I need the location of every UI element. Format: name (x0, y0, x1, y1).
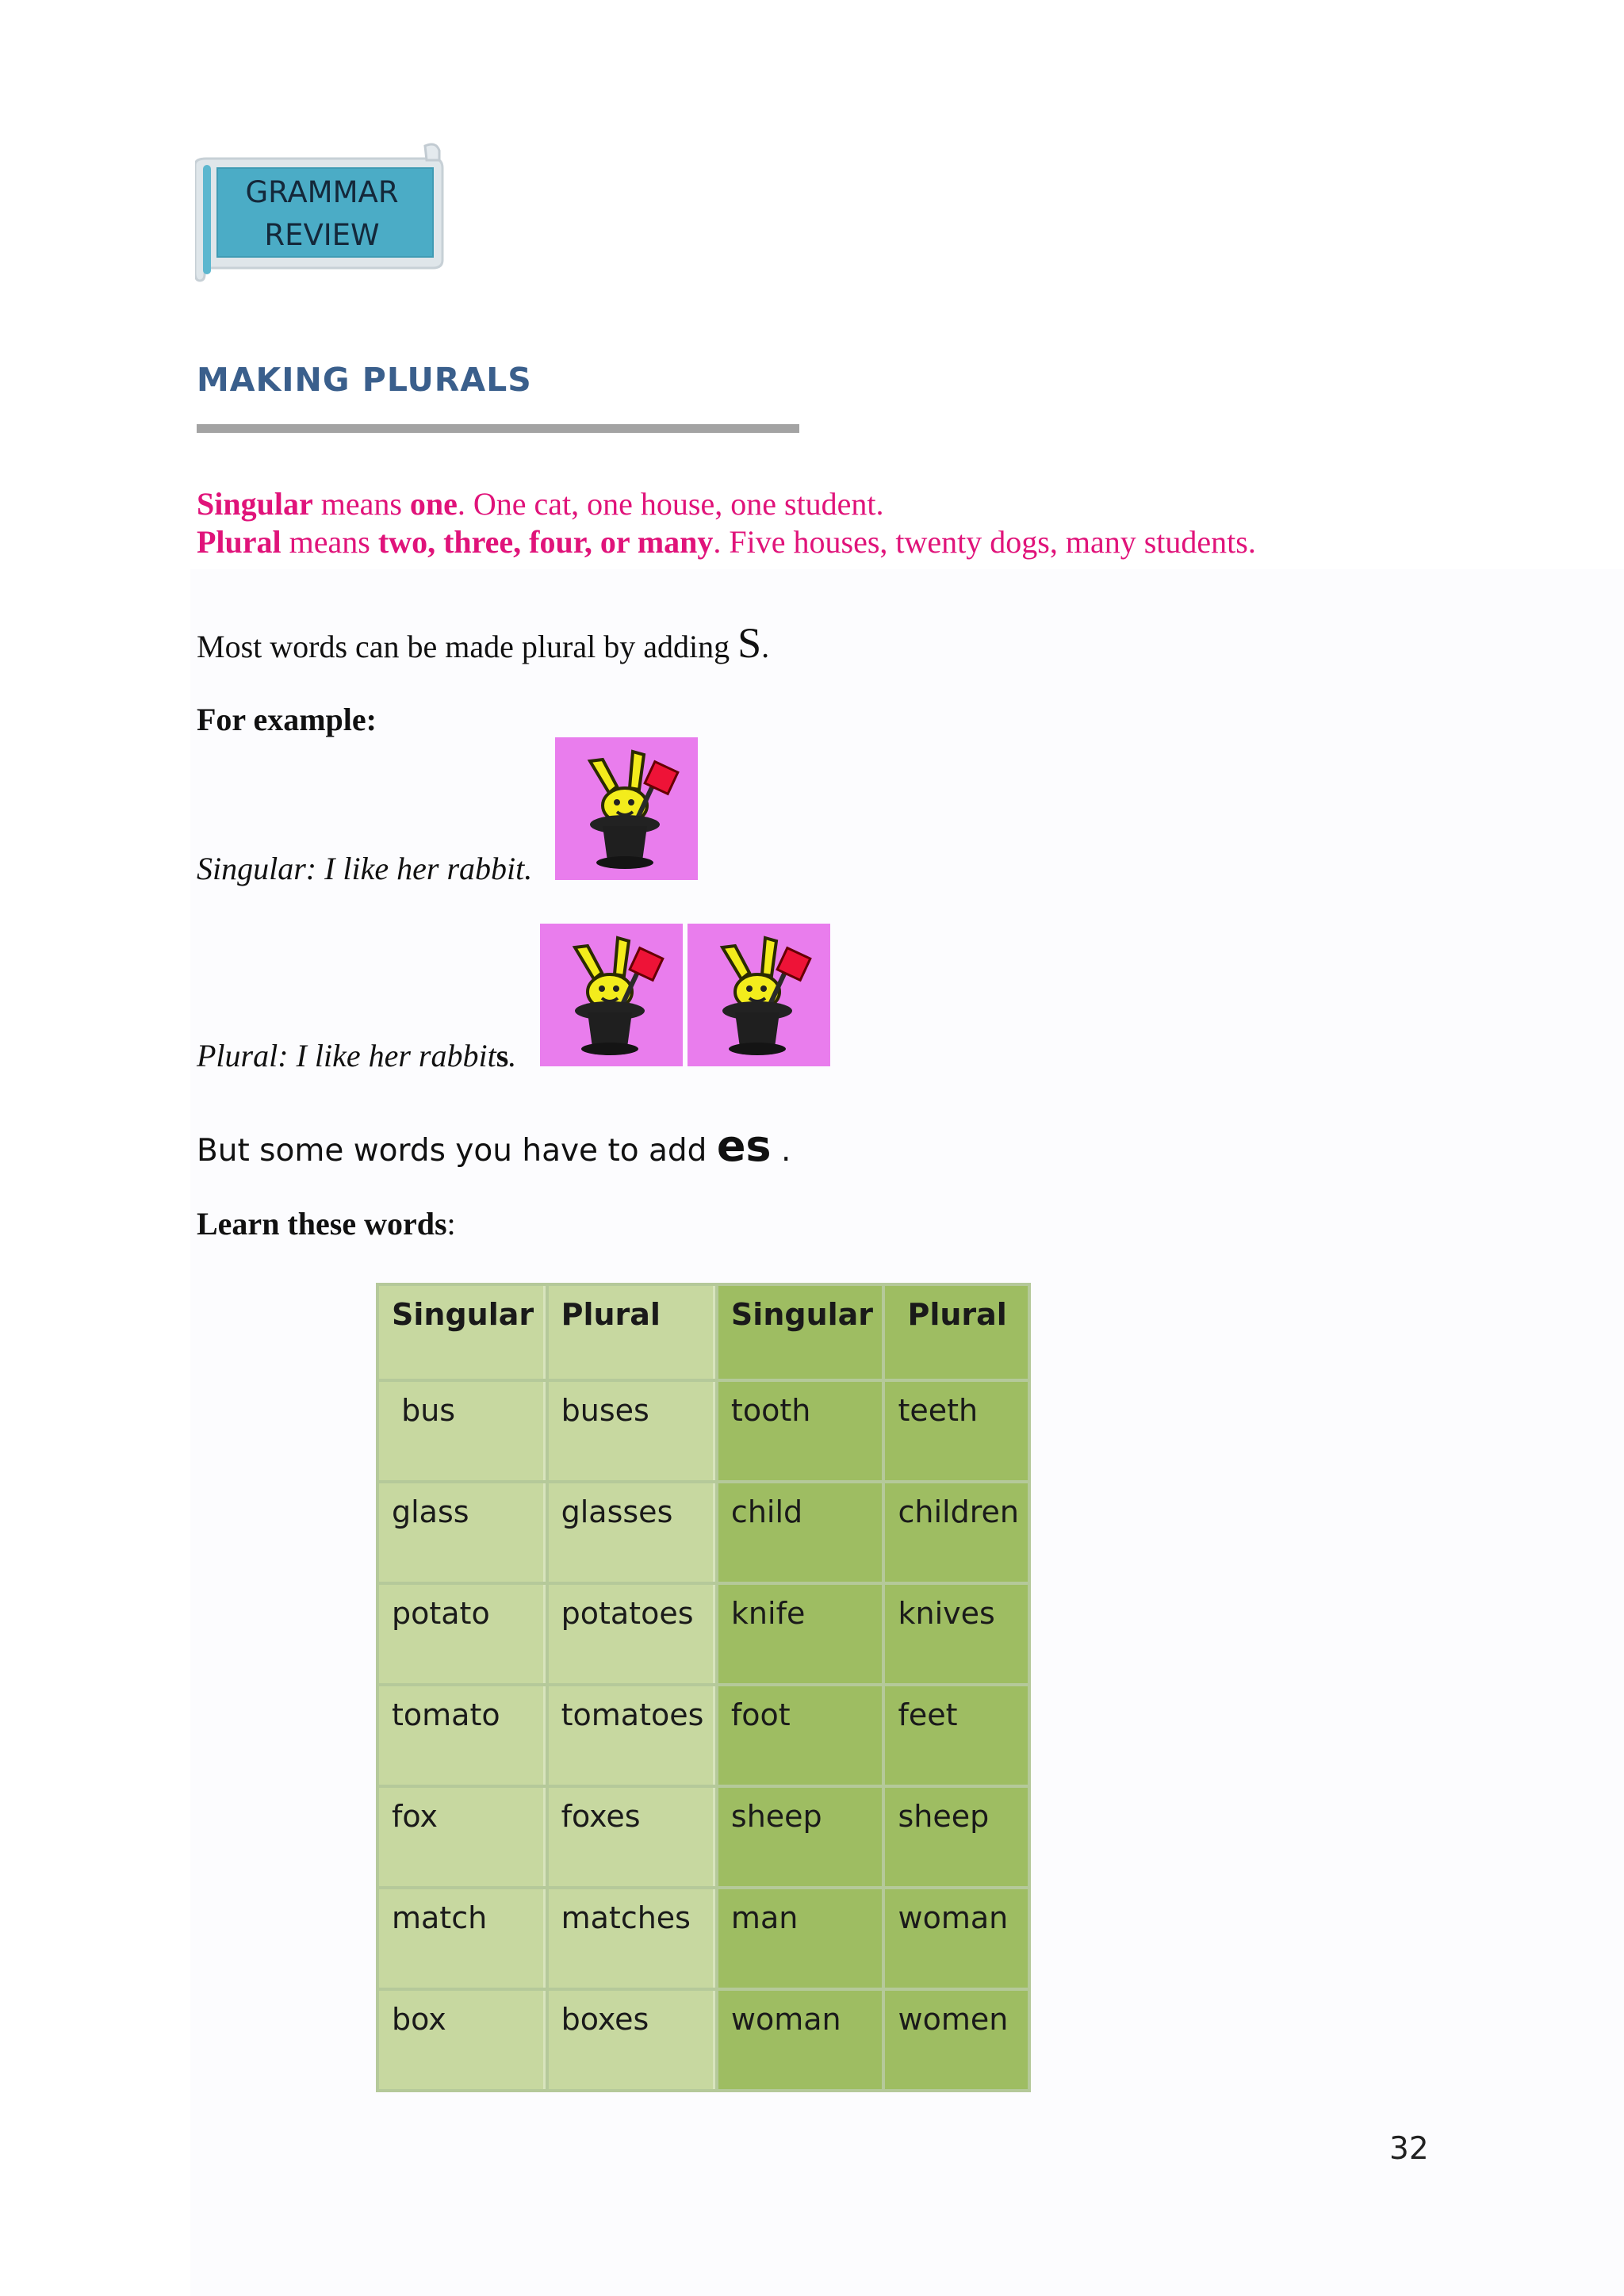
banner-title (219, 171, 425, 257)
plural-means: means (281, 524, 378, 560)
table-cell: feet (885, 1686, 1028, 1785)
plural-term: Plural (197, 524, 282, 560)
learn-colon: : (446, 1206, 456, 1242)
singular-example: Singular: I like her rabbit. (197, 851, 533, 886)
singular-means: means (312, 486, 410, 522)
singular-examples: . One cat, one house, one student. (457, 486, 884, 522)
table-cell: tomato (379, 1686, 546, 1785)
table-cell: sheep (718, 1788, 883, 1886)
table-cell: sheep (885, 1788, 1028, 1886)
table-cell: woman (718, 1991, 883, 2089)
plurals-table (376, 1283, 1031, 2092)
plural-rule (197, 618, 769, 668)
heading-underline (197, 424, 799, 433)
table-cell: knife (718, 1585, 883, 1683)
plural-rule-letter: S (737, 619, 762, 667)
table-cell: knives (885, 1585, 1028, 1683)
header-plural-2: Plural (885, 1286, 1028, 1379)
table-cell: man (718, 1889, 883, 1988)
plural-rule-text: Most words can be made plural by adding (197, 629, 738, 664)
table-cell: tooth (718, 1382, 883, 1480)
rabbit-in-hat-icon (540, 924, 683, 1066)
grammar-review-banner (195, 141, 449, 282)
table-row (379, 1686, 1028, 1785)
table-cell: foxes (549, 1788, 715, 1886)
table-cell: glass (379, 1483, 546, 1582)
table-cell: potatoes (549, 1585, 715, 1683)
table-row (379, 1788, 1028, 1886)
rabbit-in-hat-icon (555, 737, 698, 880)
header-singular-1: Singular (379, 1286, 546, 1379)
table-cell: box (379, 1991, 546, 2089)
es-rule (197, 1121, 791, 1171)
table-cell: woman (885, 1889, 1028, 1988)
table-cell: teeth (885, 1382, 1028, 1480)
banner-line-2: REVIEW (264, 218, 380, 252)
plural-rule-end: . (761, 629, 770, 664)
table-cell: match (379, 1889, 546, 1988)
for-example-label: For example: (197, 702, 377, 737)
plural-example-text: Plural: I like her rabbit (197, 1038, 496, 1073)
rabbit-in-hat-icon (688, 924, 830, 1066)
table-cell: fox (379, 1788, 546, 1886)
table-cell: children (885, 1483, 1028, 1582)
plural-examples: . Five houses, twenty dogs, many students. (713, 524, 1256, 560)
table-cell: tomatoes (549, 1686, 715, 1785)
table-cell: women (885, 1991, 1028, 2089)
singular-one: one (409, 486, 458, 522)
plural-definition (197, 523, 1256, 561)
learn-label: Learn these words (197, 1206, 447, 1242)
header-singular-2: Singular (718, 1286, 883, 1379)
table-cell: glasses (549, 1483, 715, 1582)
page-number: 32 (1389, 2131, 1429, 2167)
plural-counts: two, three, four, or many (377, 524, 714, 560)
singular-term: Singular (197, 486, 313, 522)
es-rule-end: . (771, 1133, 791, 1169)
table-row (379, 1991, 1028, 2089)
plural-example-s: s (496, 1038, 509, 1073)
table-cell: matches (549, 1889, 715, 1988)
table-row (379, 1483, 1028, 1582)
singular-definition (197, 485, 884, 522)
table-cell: buses (549, 1382, 715, 1480)
table-cell: potato (379, 1585, 546, 1683)
banner-line-1: GRAMMAR (245, 175, 399, 209)
table-row (379, 1382, 1028, 1480)
section-heading: MAKING PLURALS (197, 361, 532, 399)
es-rule-text: But some words you have to add (197, 1133, 717, 1169)
table-header-row (379, 1286, 1028, 1379)
learn-these-words (197, 1205, 456, 1242)
header-plural-1: Plural (549, 1286, 715, 1379)
table-row (379, 1585, 1028, 1683)
table-cell: boxes (549, 1991, 715, 2089)
table-cell: foot (718, 1686, 883, 1785)
plural-example (197, 1037, 516, 1074)
table-cell: bus (379, 1382, 546, 1480)
es-rule-suffix: es (716, 1121, 772, 1171)
table-row (379, 1889, 1028, 1988)
plural-example-end: . (508, 1038, 517, 1073)
table-cell: child (718, 1483, 883, 1582)
